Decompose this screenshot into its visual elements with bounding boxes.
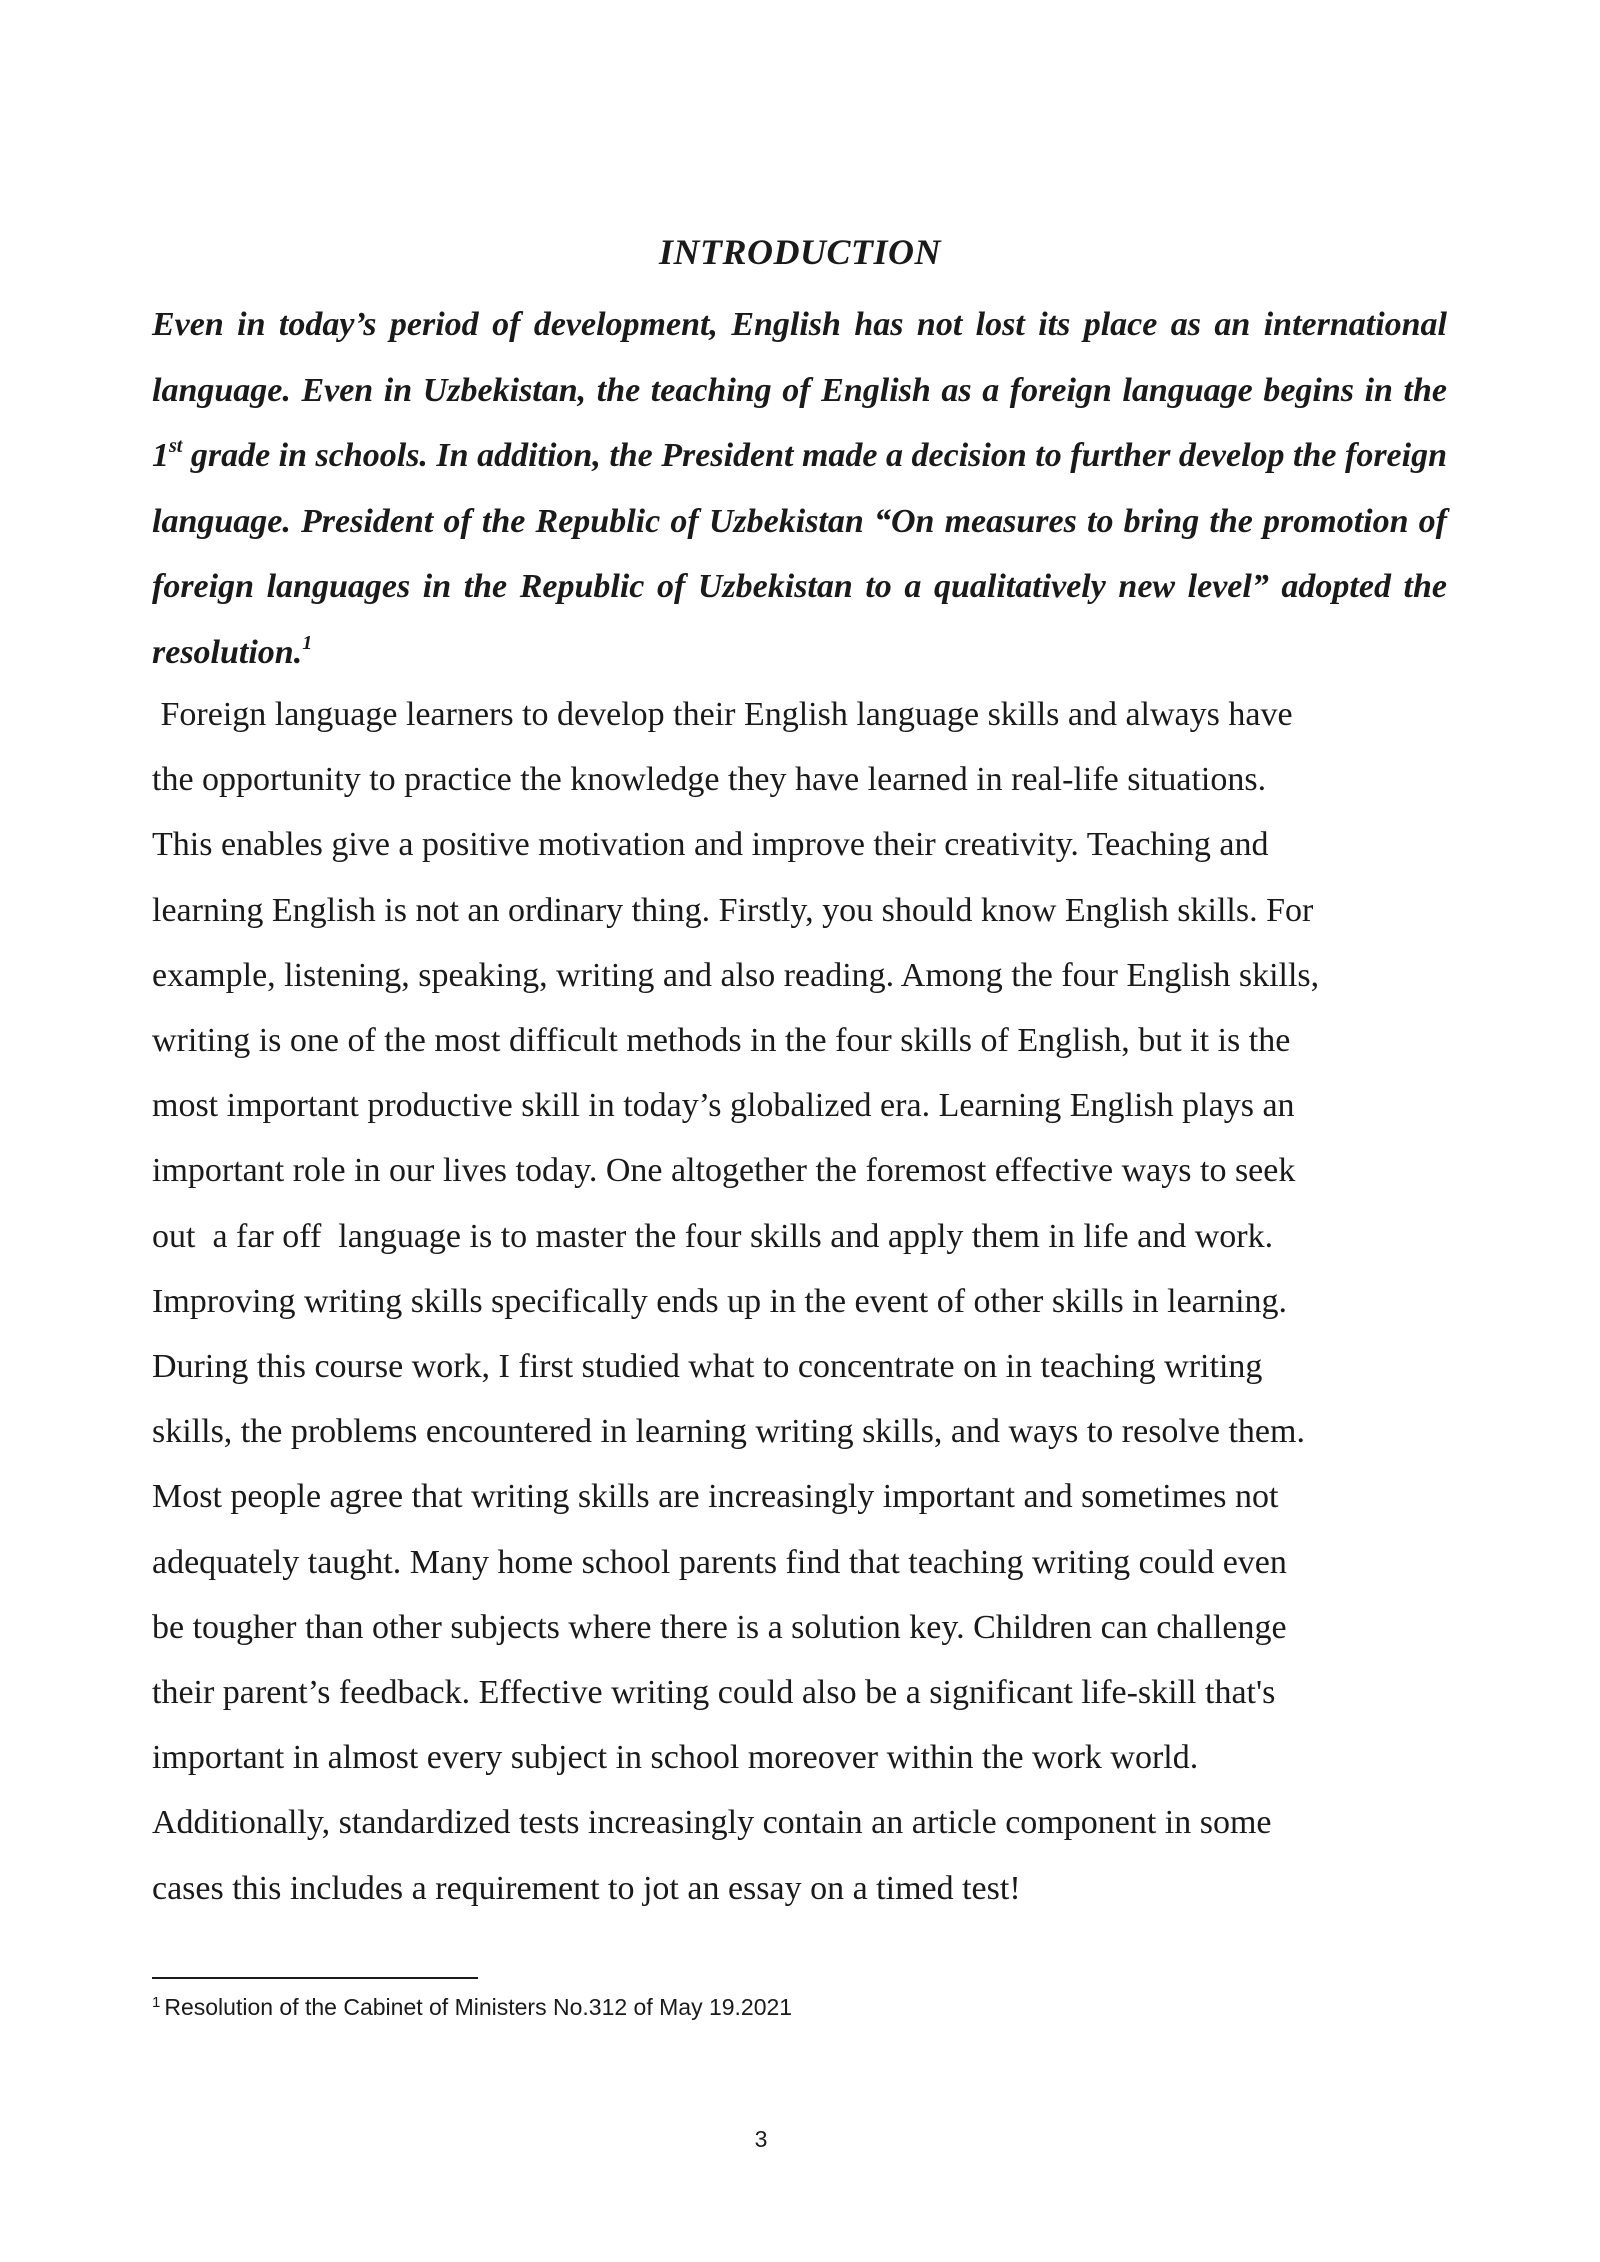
body-line: cases this includes a requirement to jot an essay on a timed test!: [152, 1869, 1021, 1907]
body-line: Most people agree that writing skills are increasingly important and sometimes not: [152, 1478, 1279, 1516]
grade-superscript: st: [169, 435, 183, 457]
page-number: 3: [754, 2126, 768, 2152]
lead-paragraph: [152, 292, 1447, 685]
body-line: Improving writing skills specifically ends up in the event of other skills in learning.: [152, 1282, 1288, 1320]
body-line: Foreign language learners to develop their English language skills and always have: [152, 696, 1293, 733]
body-line: learning English is not an ordinary thing. Firstly, you should know English skills. For: [152, 891, 1314, 929]
footnote-reference: 1: [302, 631, 313, 654]
body-paragraph: [152, 682, 1472, 1921]
body-line: adequately taught. Many home school parents find that teaching writing could even: [152, 1543, 1287, 1581]
footnote-divider: [152, 1977, 478, 1979]
footnote: [152, 1992, 792, 2022]
body-line: Additionally, standardized tests increasingly contain an article component in some: [152, 1804, 1272, 1842]
footnote-text: Resolution of the Cabinet of Ministers No.312 of May 19.2021: [164, 1994, 793, 2020]
body-line: out a far off language is to master the four skills and apply them in life and work.: [152, 1217, 1274, 1255]
body-line: their parent’s feedback. Effective writing could also be a significant life-skill that's: [152, 1674, 1276, 1712]
body-line: be tougher than other subjects where there is a solution key. Children can challenge: [152, 1608, 1287, 1646]
lead-text-part2: grade in schools. In addition, the President made a decision to further develop the foreign language. President of the Republic of Uzbekistan “On measures to bring the promotion of foreign languages in the Republic of Uzbekistan to a qualitatively new level” adopted the resolution.: [152, 437, 1447, 671]
body-line: During this course work, I first studied what to concentrate on in teaching writing: [152, 1348, 1263, 1386]
body-line: skills, the problems encountered in learning writing skills, and ways to resolve them.: [152, 1413, 1305, 1451]
body-line: important role in our lives today. One altogether the foremost effective ways to seek: [152, 1152, 1296, 1190]
body-line: important in almost every subject in school moreover within the work world.: [152, 1739, 1199, 1777]
body-line: writing is one of the most difficult methods in the four skills of English, but it is the: [152, 1022, 1291, 1060]
body-line: example, listening, speaking, writing and also reading. Among the four English skills,: [152, 956, 1320, 994]
body-line: most important productive skill in today’s globalized era. Learning English plays an: [152, 1087, 1295, 1125]
lead-text-part1: Even in today’s period of development, English has not lost its place as an international language. Even in Uzbekistan, the teaching of English as a foreign language begins in the 1: [152, 306, 1447, 474]
body-line: This enables give a positive motivation and improve their creativity. Teaching and: [152, 826, 1269, 864]
body-line: the opportunity to practice the knowledge they have learned in real-life situations.: [152, 761, 1267, 799]
footnote-marker: 1: [152, 1994, 161, 2011]
page-title: INTRODUCTION: [658, 232, 941, 272]
